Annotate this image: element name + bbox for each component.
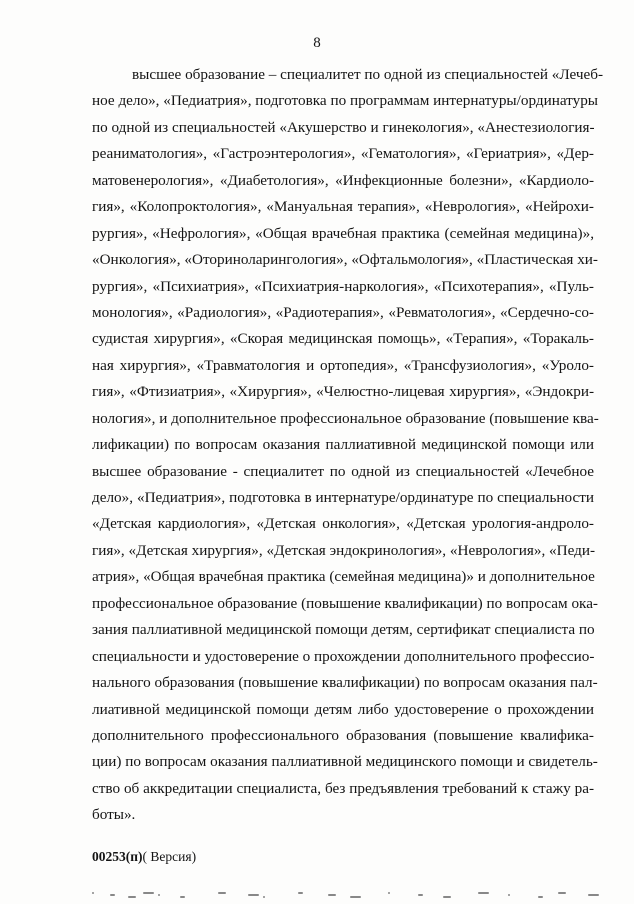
scan-noise-dot bbox=[388, 892, 390, 894]
scan-noise-dot bbox=[558, 892, 566, 894]
text-line: лиативной медицинской помощи детям либо удостоверение о прохождении bbox=[92, 700, 594, 718]
scan-noise-dot bbox=[92, 892, 94, 894]
text-line: ное дело», «Педиатрия», подготовка по программам интернатуры/ординатуры bbox=[92, 92, 598, 110]
text-line: рургия», «Психиатрия», «Психиатрия-наркология», «Психотерапия», «Пуль- bbox=[92, 277, 594, 295]
text-line: дополнительного профессионального образования (повышение квалифика- bbox=[92, 726, 594, 744]
text-line: специальности и удостоверение о прохождении дополнительного профессио- bbox=[92, 647, 595, 665]
scan-noise-dot bbox=[588, 894, 599, 896]
text-line: «Онкология», «Оториноларингология», «Офтальмология», «Пластическая хи- bbox=[92, 251, 598, 269]
scan-noise-dot bbox=[158, 894, 160, 896]
text-line: ство об аккредитации специалиста, без предъявления требований к стажу ра- bbox=[92, 779, 594, 797]
text-line: реаниматология», «Гастроэнтерология», «Гематология», «Гериатрия», «Дер- bbox=[92, 145, 594, 163]
scan-noise-dot bbox=[248, 894, 259, 896]
scan-noise-dot bbox=[143, 892, 154, 894]
text-line: гия», «Фтизиатрия», «Хирургия», «Челюстно-лицевая хирургия», «Эндокри- bbox=[92, 383, 594, 401]
text-line: гия», «Колопроктология», «Мануальная терапия», «Неврология», «Нейрохи- bbox=[92, 198, 594, 216]
document-code: 00253(п) bbox=[92, 849, 143, 864]
text-line: зания паллиативной медицинской помощи детям, сертификат специалиста по bbox=[92, 621, 595, 639]
scan-noise-dot bbox=[180, 896, 185, 898]
text-line: атрия», «Общая врачебная практика (семейная медицина)» и дополнительное bbox=[92, 568, 595, 586]
scan-noise-dot bbox=[478, 892, 489, 894]
text-line: судистая хирургия», «Скорая медицинская помощь», «Терапия», «Торакаль- bbox=[92, 330, 594, 348]
scan-noise-dot bbox=[298, 892, 303, 894]
text-line: ции) по вопросам оказания паллиативной медицинского помощи и свидетель- bbox=[92, 753, 598, 771]
scan-noise-dot bbox=[128, 896, 136, 898]
text-line: по одной из специальностей «Акушерство и гинекология», «Анестезиология- bbox=[92, 118, 595, 136]
footer-document-code bbox=[92, 849, 196, 865]
scan-noise-dot bbox=[418, 894, 423, 896]
body-text bbox=[92, 62, 604, 829]
page-number: 8 bbox=[313, 35, 321, 51]
text-line: монология», «Радиология», «Радиотерапия», «Ревматология», «Сердечно-со- bbox=[92, 303, 594, 321]
scan-noise-dot bbox=[218, 892, 226, 894]
text-line: лификации) по вопросам оказания паллиативной медицинской помощи или bbox=[92, 436, 594, 454]
text-line: боты». bbox=[92, 806, 136, 824]
text-line: высшее образование - специалитет по одной из специальностей «Лечебное bbox=[92, 462, 594, 480]
scan-noise-dot bbox=[443, 896, 451, 898]
text-line: дело», «Педиатрия», подготовка в интернатуре/ординатуре по специальности bbox=[92, 489, 594, 506]
text-line: «Детская кардиология», «Детская онкология», «Детская урология-андроло- bbox=[92, 515, 594, 533]
text-line: ная хирургия», «Травматология и ортопедия», «Трансфузиология», «Уроло- bbox=[92, 356, 594, 374]
text-line: гия», «Детская хирургия», «Детская эндокринология», «Неврология», «Педи- bbox=[92, 541, 596, 559]
scan-artifact-strip bbox=[88, 892, 608, 900]
scan-noise-dot bbox=[328, 894, 336, 896]
scan-noise-dot bbox=[508, 894, 510, 896]
text-line: рургия», «Нефрология», «Общая врачебная практика (семейная медицина)», bbox=[92, 224, 594, 242]
text-line: нального образования (повышение квалификации) по вопросам оказания пал- bbox=[92, 674, 598, 692]
scan-noise-dot bbox=[110, 894, 115, 896]
text-line: высшее образование – специалитет по одной из специальностей «Лечеб- bbox=[132, 66, 604, 83]
scan-noise-dot bbox=[350, 896, 361, 898]
text-line: нология», и дополнительное профессиональное образование (повышение ква- bbox=[92, 409, 599, 427]
scan-noise-dot bbox=[263, 896, 265, 898]
text-line: матовенерология», «Диабетология», «Инфекционные болезни», «Кардиоло- bbox=[92, 171, 594, 189]
text-line: профессиональное образование (повышение квалификации) по вопросам ока- bbox=[92, 594, 598, 612]
scan-noise-dot bbox=[538, 896, 543, 898]
document-version: ( Версия) bbox=[142, 849, 197, 864]
